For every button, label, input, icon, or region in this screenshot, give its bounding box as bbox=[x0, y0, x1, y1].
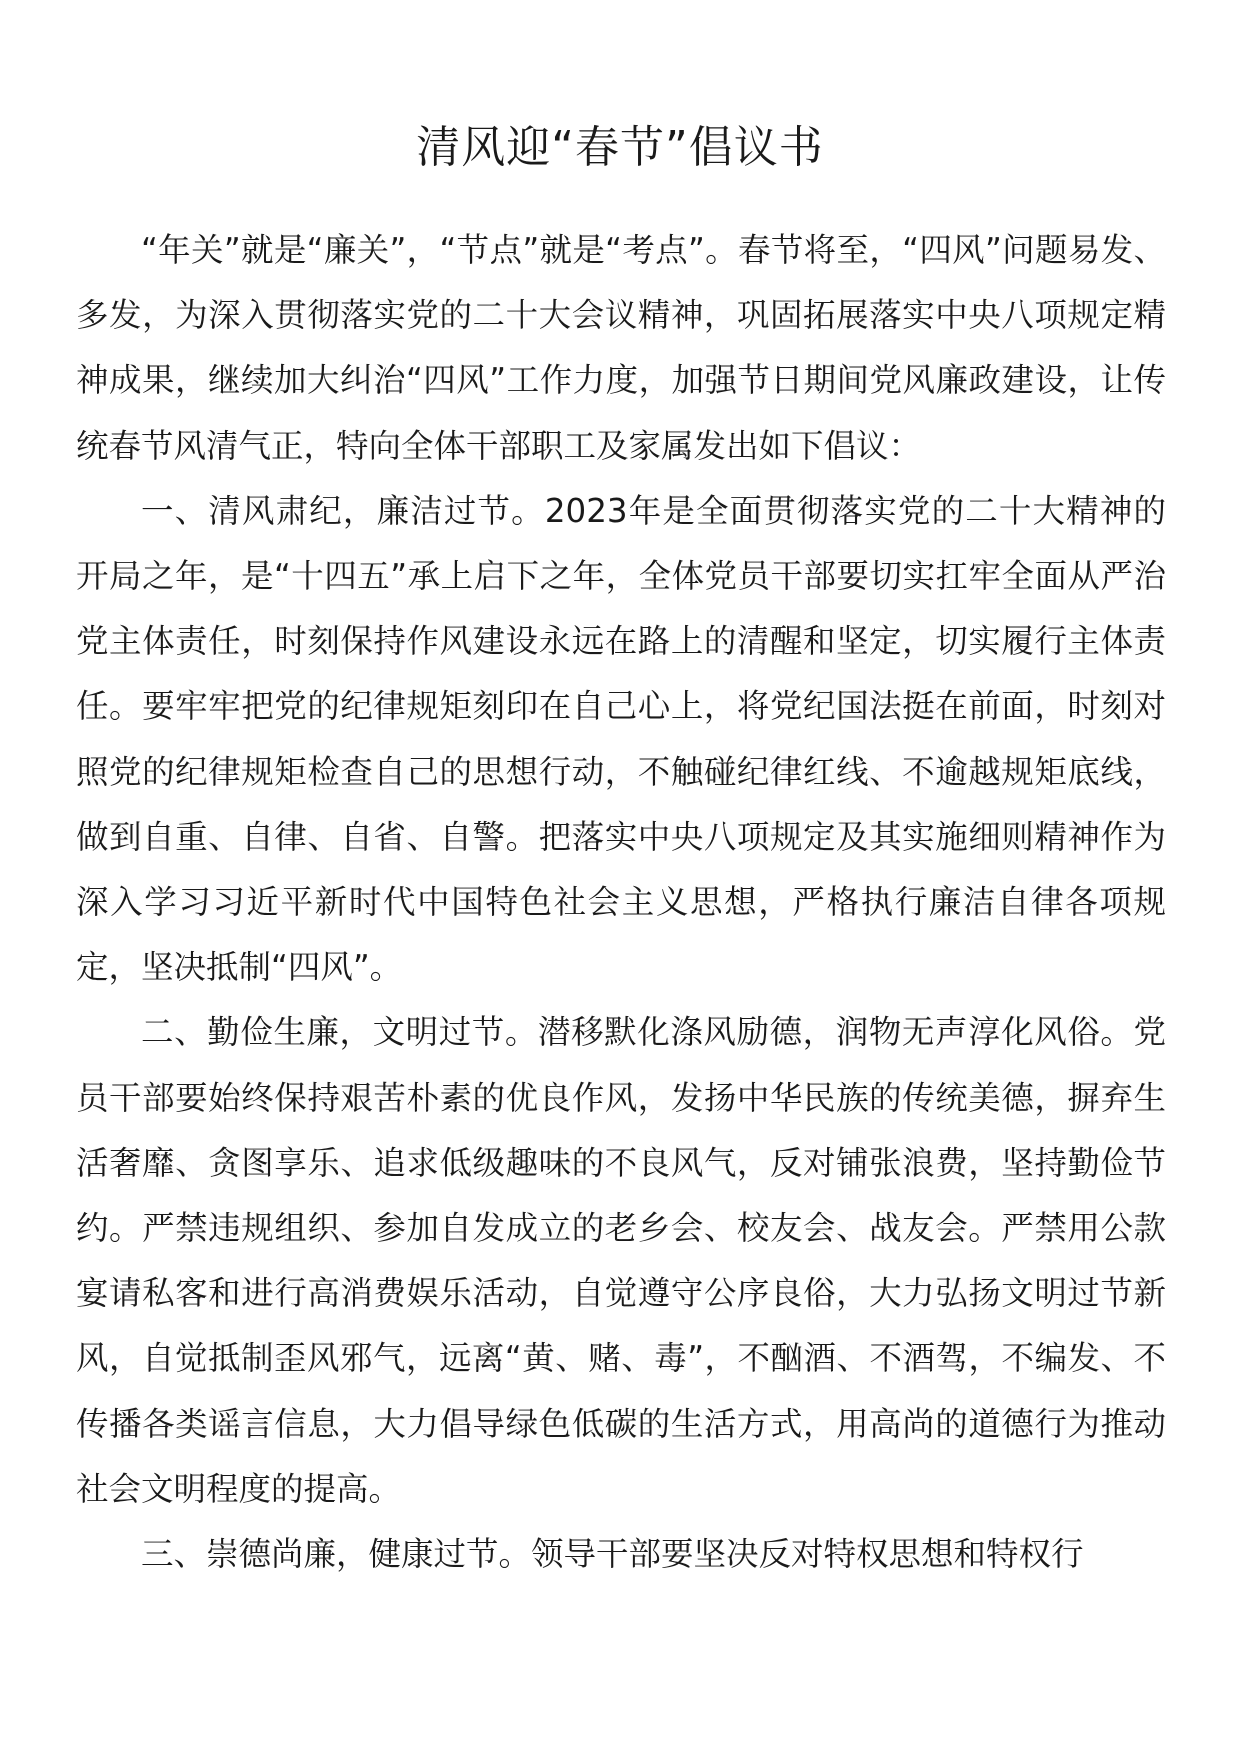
section-3-text: 领导干部要坚决反对特权思想和特权行 bbox=[531, 1535, 1084, 1574]
section-2-text: 潜移默化涤风励德，润物无声淳化风俗。党员干部要始终保持艰苦朴素的优良作风，发扬中华民族的传统美德，摒弃生活奢靡、贪图享乐、追求低级趣味的不良风气，反对铺张浪费，坚持勤俭节约。严禁违规组织、参加自发成立的老乡会、校友会、战友会。严禁用公款宴请私客和进行高消费娱乐活动，自觉遵守公序良俗，大力弘扬文明过节新风，自觉抵制歪风邪气，远离“黄、赌、毒”，不酗酒、不酒驾，不编发、不传播各类谣言信息，大力倡导绿色低碳的生活方式，用高尚的道德行为推动社会文明程度的提高。 bbox=[76, 1013, 1166, 1508]
paragraph-section-3 bbox=[76, 1522, 1166, 1587]
section-3-heading: 三、崇德尚廉，健康过节。 bbox=[141, 1535, 532, 1574]
document-title: 清风迎“春节”倡议书 bbox=[416, 122, 824, 173]
document-body bbox=[76, 218, 1166, 1587]
section-1-heading: 一、清风肃纪，廉洁过节。 bbox=[141, 491, 545, 530]
paragraph-section-1 bbox=[76, 479, 1166, 1001]
paragraph-intro bbox=[76, 218, 1166, 479]
section-2-heading: 二、勤俭生廉，文明过节。 bbox=[141, 1013, 538, 1052]
paragraph-intro-text: “年关”就是“廉关”，“节点”就是“考点”。春节将至，“四风”问题易发、多发，为深入贯彻落实党的二十大会议精神，巩固拓展落实中央八项规定精神成果，继续加大纠治“四风”工作力度，加强节日期间党风廉政建设，让传统春节风清气正，特向全体干部职工及家属发出如下倡议： bbox=[76, 231, 1166, 465]
paragraph-section-2 bbox=[76, 1000, 1166, 1522]
section-1-text: 2023年是全面贯彻落实党的二十大精神的开局之年，是“十四五”承上启下之年，全体党员干部要切实扛牢全面从严治党主体责任，时刻保持作风建设永远在路上的清醒和坚定，切实履行主体责任。要牢牢把党的纪律规矩刻印在自己心上，将党纪国法挺在前面，时刻对照党的纪律规矩检查自己的思想行动，不触碰纪律红线、不逾越规矩底线，做到自重、自律、自省、自警。把落实中央八项规定及其实施细则精神作为深入学习习近平新时代中国特色社会主义思想，严格执行廉洁自律各项规定，坚决抵制“四风”。 bbox=[76, 491, 1166, 987]
